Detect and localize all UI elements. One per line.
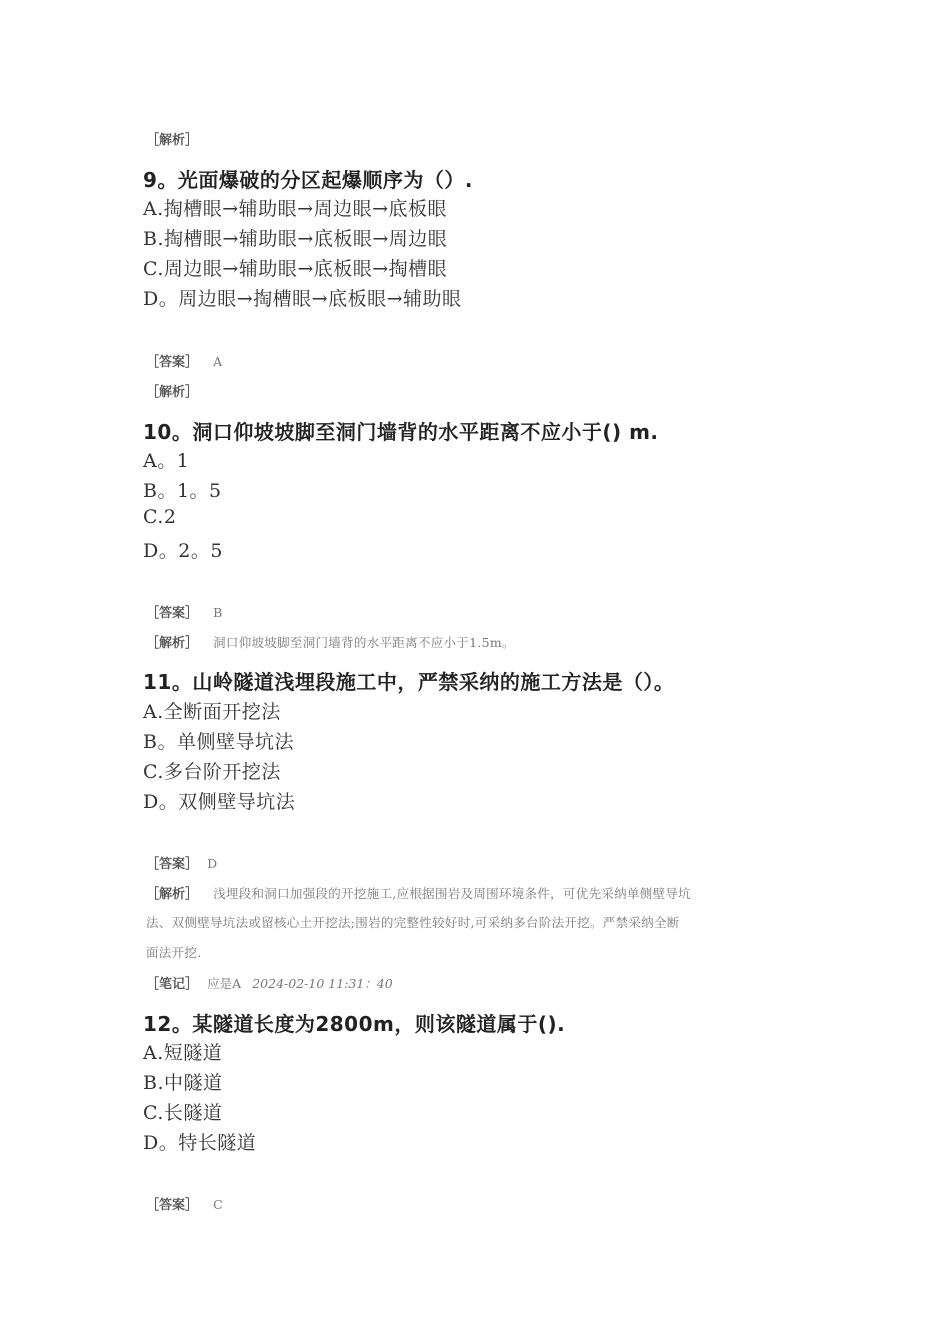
question-10-title: 10。洞口仰坡坡脚至洞门墙背的水平距离不应小于() m. bbox=[143, 420, 659, 444]
question-12-option-c: C.长隧道 bbox=[143, 1102, 223, 1124]
question-11-analysis-line-2: 法、双侧壁导坑法或留核心土开挖法;围岩的完整性较好时,可采纳多台阶法开挖。严禁采纳全断 bbox=[146, 915, 680, 930]
question-11-note-time: 2024-02-10 11:31：40 bbox=[252, 976, 393, 991]
question-11-note-text: 应是A bbox=[207, 976, 242, 991]
question-12-option-d: D。特长隧道 bbox=[143, 1132, 257, 1154]
question-9-option-b: B.掏槽眼→辅助眼→底板眼→周边眼 bbox=[143, 228, 448, 250]
question-11-title: 11。山岭隧道浅埋段施工中，严禁采纳的施工方法是（）。 bbox=[143, 670, 675, 694]
question-9-title: 9。光面爆破的分区起爆顺序为（）. bbox=[143, 168, 474, 192]
analysis-label: ［解析］ bbox=[146, 636, 199, 651]
answer-label: ［答案］ bbox=[146, 857, 199, 872]
question-11-analysis-row bbox=[146, 883, 691, 902]
question-10-answer-row bbox=[146, 602, 222, 621]
question-10-option-d: D。2。5 bbox=[143, 540, 223, 562]
question-9-answer-row bbox=[146, 351, 222, 370]
question-12-option-b: B.中隧道 bbox=[143, 1072, 223, 1094]
question-9-analysis-label: ［解析］ bbox=[146, 385, 199, 400]
question-9-option-c: C.周边眼→辅助眼→底板眼→掏槽眼 bbox=[143, 258, 448, 280]
question-11-option-c: C.多台阶开挖法 bbox=[143, 761, 281, 783]
question-11-answer-row bbox=[146, 853, 217, 872]
note-label: ［笔记］ bbox=[146, 977, 199, 992]
question-11-option-d: D。双侧壁导坑法 bbox=[143, 791, 296, 813]
question-12-answer-row bbox=[146, 1194, 223, 1213]
question-11-analysis-line-1: 浅埋段和洞口加强段的开挖施工,应根据围岩及周围环境条件，可优先采纳单侧壁导坑 bbox=[213, 886, 691, 901]
question-12-title: 12。某隧道长度为2800m，则该隧道属于(). bbox=[143, 1012, 566, 1036]
answer-label: ［答案］ bbox=[146, 1198, 199, 1213]
question-11-answer: D bbox=[207, 856, 218, 871]
question-12-answer: C bbox=[213, 1197, 223, 1212]
answer-label: ［答案］ bbox=[146, 606, 199, 621]
question-10-analysis-text: 洞口仰坡坡脚至洞门墙背的水平距离不应小于1.5m。 bbox=[213, 635, 515, 650]
question-10-option-b: B。1。5 bbox=[143, 480, 222, 502]
question-10-answer: B bbox=[213, 605, 223, 620]
question-10-option-a: A。1 bbox=[143, 450, 190, 472]
analysis-label: ［解析］ bbox=[146, 887, 199, 902]
question-10-option-c: C.2 bbox=[143, 506, 177, 528]
question-9-option-d: D。周边眼→掏槽眼→底板眼→辅助眼 bbox=[143, 288, 462, 310]
question-10-analysis-row bbox=[146, 632, 515, 651]
question-9-option-a: A.掏槽眼→辅助眼→周边眼→底板眼 bbox=[143, 198, 448, 220]
question-11-option-a: A.全断面开挖法 bbox=[143, 701, 281, 723]
answer-label: ［答案］ bbox=[146, 355, 199, 370]
question-9-answer: A bbox=[213, 354, 223, 369]
question-11-option-b: B。单侧壁导坑法 bbox=[143, 731, 294, 753]
question-11-analysis-line-3: 面法开挖. bbox=[146, 945, 202, 960]
question-11-note-row bbox=[146, 973, 393, 992]
question-12-option-a: A.短隧道 bbox=[143, 1042, 223, 1064]
analysis-label: ［解析］ bbox=[146, 133, 199, 148]
